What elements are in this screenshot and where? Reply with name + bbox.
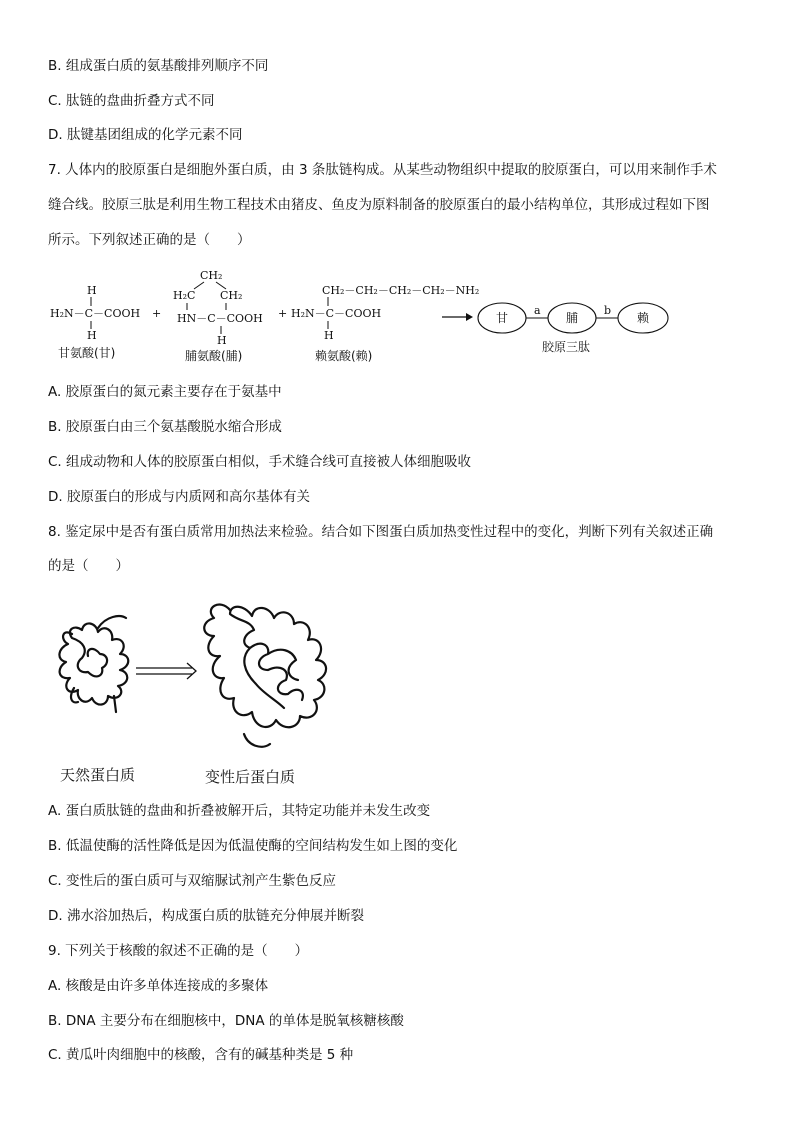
native-protein-label: 天然蛋白质 — [60, 766, 136, 784]
node-gly-label: 甘 — [496, 311, 509, 325]
pro-formula: HN－C－COOH — [177, 312, 263, 325]
q7-option-a: A. 胶原蛋白的氮元素主要存在于氨基中 — [48, 384, 282, 400]
amino-acid-condensation-figure — [40, 262, 740, 372]
denatured-protein-label: 变性后蛋白质 — [205, 768, 296, 786]
q7-option-d: D. 胶原蛋白的形成与内质网和高尔基体有关 — [48, 489, 310, 505]
pro-h-bottom: H — [217, 334, 227, 347]
q6-option-d: D. 肽键基团组成的化学元素不同 — [48, 127, 243, 143]
protein-denaturation-figure — [44, 588, 344, 760]
q7-stem-line3: 所示。下列叙述正确的是（ ） — [48, 232, 251, 248]
plus-sign-1: + — [152, 307, 162, 320]
node-pro-label: 脯 — [566, 311, 579, 325]
pro-name: 脯氨酸(脯) — [185, 349, 243, 363]
q8-option-a: A. 蛋白质肽链的盘曲和折叠被解开后，其特定功能并未发生改变 — [48, 803, 431, 819]
q8-option-b: B. 低温使酶的活性降低是因为低温使酶的空间结构发生如上图的变化 — [48, 838, 458, 854]
lys-side-chain: CH₂－CH₂－CH₂－CH₂－NH₂ — [322, 284, 480, 297]
native-protein-drawing — [59, 616, 128, 712]
q9-option-b: B. DNA 主要分布在细胞核中，DNA 的单体是脱氧核糖核酸 — [48, 1013, 404, 1029]
q9-option-c: C. 黄瓜叶肉细胞中的核酸，含有的碱基种类是 5 种 — [48, 1047, 354, 1063]
q6-option-c: C. 肽链的盘曲折叠方式不同 — [48, 93, 215, 109]
q7-option-b: B. 胶原蛋白由三个氨基酸脱水缩合形成 — [48, 419, 282, 435]
q9-stem: 9. 下列关于核酸的叙述不正确的是（ ） — [48, 943, 309, 959]
pro-ch2-top: CH₂ — [200, 269, 223, 282]
gly-h-bottom: H — [87, 329, 97, 342]
q7-option-c: C. 组成动物和人体的胶原蛋白相似，手术缝合线可直接被人体细胞吸收 — [48, 454, 472, 470]
arrow-head — [466, 313, 473, 321]
gly-name: 甘氨酸(甘) — [58, 346, 116, 360]
gly-formula: H₂N－C－COOH — [50, 307, 141, 320]
tripeptide-name: 胶原三肽 — [542, 340, 591, 354]
pro-ch2-right: CH₂ — [220, 289, 243, 302]
q8-option-c: C. 变性后的蛋白质可与双缩脲试剂产生紫色反应 — [48, 873, 337, 889]
q8-stem-line2: 的是（ ） — [48, 558, 129, 574]
plus-sign-2: + — [278, 307, 288, 320]
gly-h-top: H — [87, 284, 97, 297]
q9-option-a: A. 核酸是由许多单体连接成的多聚体 — [48, 978, 269, 994]
pro-h2c-left: H₂C — [173, 289, 196, 302]
q8-option-d: D. 沸水浴加热后，构成蛋白质的肽链充分伸展并断裂 — [48, 908, 364, 924]
q6-option-b: B. 组成蛋白质的氨基酸排列顺序不同 — [48, 58, 269, 74]
q7-stem-line1: 7. 人体内的胶原蛋白是细胞外蛋白质，由 3 条肽链构成。从某些动物组织中提取的胶原蛋白，可以用来制作手术 — [48, 162, 717, 178]
node-lys-label: 赖 — [637, 311, 650, 325]
denatured-protein-drawing — [204, 605, 326, 747]
q8-stem-line1: 8. 鉴定尿中是否有蛋白质常用加热法来检验。结合如下图蛋白质加热变性过程中的变化，判断下列有关叙述正确 — [48, 524, 714, 540]
bond-a-label: a — [534, 304, 541, 317]
lys-formula: H₂N－C－COOH — [291, 307, 382, 320]
q7-stem-line2: 缝合线。胶原三肽是利用生物工程技术由猪皮、鱼皮为原料制备的胶原蛋白的最小结构单位，其形成过程如下图 — [48, 197, 710, 213]
bond-b-label: b — [604, 304, 612, 317]
lys-h-bottom: H — [324, 329, 334, 342]
lys-name: 赖氨酸(赖) — [315, 349, 373, 363]
denature-arrow-head — [187, 663, 196, 679]
